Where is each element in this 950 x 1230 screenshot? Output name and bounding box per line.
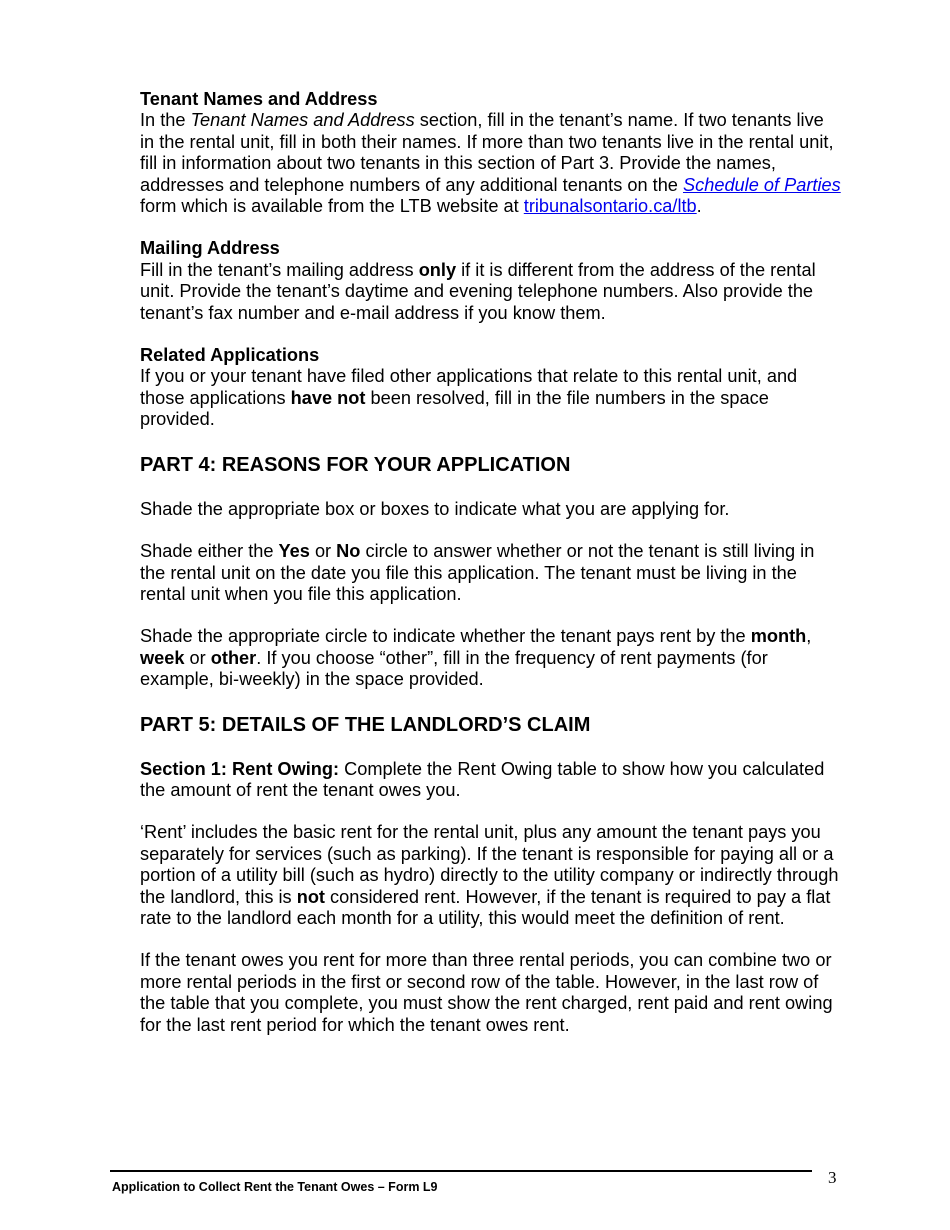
ltb-website-link[interactable]: tribunalsontario.ca/ltb bbox=[523, 196, 697, 217]
text-run: In the bbox=[140, 110, 191, 131]
text-run: Fill in the tenant’s mailing address bbox=[140, 259, 419, 280]
text-run: Shade either the bbox=[140, 541, 279, 562]
text-run: ‘Rent’ includes the basic rent for the rental unit, plus any amount the tenant pays you separately for services (such as parking). If the tenant is responsible for paying all or a portion of a utility bill (such as hydro) directly to the utility company or indirectly through the landlord, this is bbox=[140, 822, 839, 907]
italic-text: Tenant Names and Address bbox=[190, 110, 415, 131]
paragraph: If the tenant owes you rent for more than three rental periods, you can combine two or more rental periods in the first or second row of the table. However, in the last row of the table that you complete, you must show the rent charged, rent paid and rent owing for the last rent period for which the tenant owes rent. bbox=[140, 950, 833, 1035]
related-applications-section bbox=[140, 345, 842, 431]
paragraph bbox=[140, 260, 842, 324]
bold-text: week bbox=[140, 647, 185, 668]
paragraph bbox=[140, 366, 842, 430]
bold-text: other bbox=[210, 647, 257, 668]
text-run: if it is different from the address of the rental unit. Provide the tenant’s daytime and evening telephone numbers. Also provide the tenant’s fax number and e-mail address if you know them. bbox=[140, 259, 816, 323]
paragraph bbox=[140, 759, 842, 802]
bold-text: have not bbox=[290, 387, 366, 408]
paragraph bbox=[140, 822, 842, 929]
text-run: Complete the Rent Owing table to show how you calculated the amount of rent the tenant owes you. bbox=[140, 758, 825, 800]
page-number: 3 bbox=[828, 1168, 837, 1187]
bold-text: Section 1: Rent Owing: bbox=[140, 758, 340, 779]
footer-divider bbox=[110, 1170, 812, 1172]
text-run: section, fill in the tenant’s name. If two tenants live in the rental unit, fill in both their names. If more than two tenants live in the rental unit, fill in information about two tenants in this section of Part 3. Provide the names, addresses and telephone numbers of any additional tenants on the bbox=[140, 110, 834, 195]
text-run: , bbox=[806, 626, 812, 647]
part4-heading: PART 4: REASONS FOR YOUR APPLICATION bbox=[140, 453, 571, 476]
text-run: been resolved, fill in the file numbers in the space provided. bbox=[140, 387, 769, 430]
bold-text: month bbox=[750, 626, 807, 647]
document-body bbox=[140, 89, 842, 1036]
section-heading: Related Applications bbox=[140, 345, 320, 366]
text-run: considered rent. However, if the tenant is required to pay a flat rate to the landlord each month for a utility, this would meet the definition of rent. bbox=[140, 886, 831, 928]
text-run: form which is available from the LTB website at bbox=[140, 196, 524, 217]
bold-text: No bbox=[336, 541, 361, 562]
section-heading: Mailing Address bbox=[140, 238, 280, 259]
part5-heading: PART 5: DETAILS OF THE LANDLORD’S CLAIM bbox=[140, 713, 591, 736]
bold-text: Yes bbox=[278, 541, 310, 562]
paragraph: Shade the appropriate box or boxes to indicate what you are applying for. bbox=[140, 498, 730, 519]
paragraph bbox=[140, 626, 842, 690]
text-run: or bbox=[309, 541, 337, 562]
text-run: Shade the appropriate circle to indicate whether the tenant pays rent by the bbox=[140, 626, 751, 647]
text-run: . If you choose “other”, fill in the frequency of rent payments (for example, bi-weekly) in the space provided. bbox=[140, 647, 768, 690]
paragraph bbox=[140, 110, 842, 217]
footer-title: Application to Collect Rent the Tenant Owes – Form L9 bbox=[112, 1180, 438, 1194]
text-run: or bbox=[184, 647, 211, 668]
mailing-address-section bbox=[140, 238, 842, 324]
text-run: If you or your tenant have filed other applications that relate to this rental unit, and those applications bbox=[140, 366, 798, 408]
paragraph bbox=[140, 541, 842, 605]
tenant-names-section bbox=[140, 89, 842, 217]
text-run: . bbox=[696, 196, 702, 217]
bold-text: not bbox=[296, 886, 325, 907]
bold-text: only bbox=[418, 259, 457, 280]
section-heading: Tenant Names and Address bbox=[140, 89, 378, 109]
schedule-of-parties-link[interactable]: Schedule of Parties bbox=[682, 174, 841, 195]
text-run: circle to answer whether or not the tenant is still living in the rental unit on the date you file this application. The tenant must be living in the rental unit when you file this application. bbox=[140, 541, 815, 604]
